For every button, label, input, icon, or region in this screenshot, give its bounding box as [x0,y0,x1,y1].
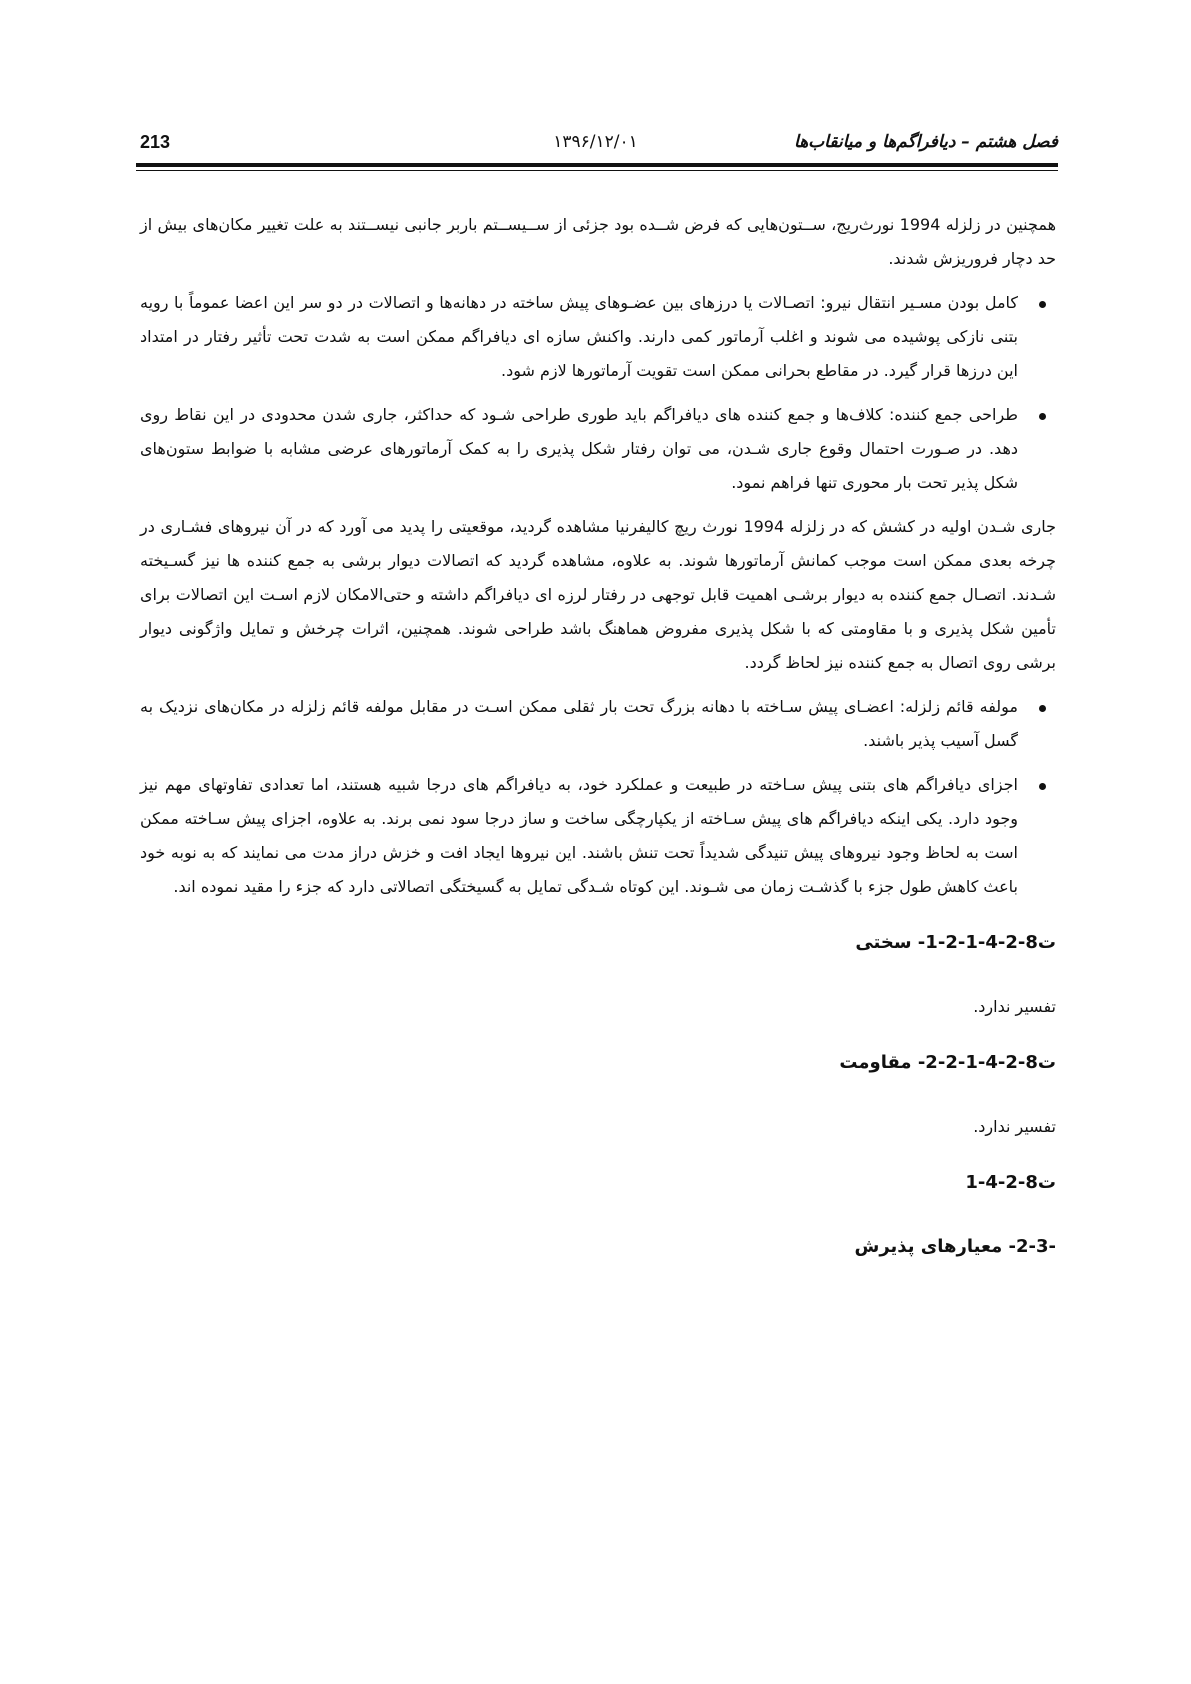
list-item [140,690,1056,758]
section-heading: ت8-2-4-1-2-1- سختی [855,932,1056,953]
bullet-dot-icon [1039,413,1046,420]
page-body [140,208,1056,1296]
list-item-text: مولفه قائم زلزله: اعضـای پیش سـاخته با دهانه بزرگ تحت بار ثقلی ممکن اسـت در مقابل مولفه قائم زلزله در مکان‌های نزدیک به گسل آسیب پذیر باشند. [140,697,1018,750]
page-number: 213 [140,132,171,152]
bullet-list [140,690,1056,904]
bullet-dot-icon [1039,705,1046,712]
section-text: تفسیر ندارد. [973,997,1056,1016]
header-rule-thick [136,163,1058,167]
bullet-dot-icon [1039,301,1046,308]
list-item-text: اجزای دیافراگم های بتنی پیش سـاخته در طبیعت و عملکرد خود، به دیافراگم های درجا شبیه هستند، اما تعدادی تفاوتهای مهم نیز وجود دارد. یکی اینکه دیافراگم های پیش سـاخته از یکپارچگی ساخت و ساز درجا سود نمی برند. به علاوه، اجزای پیش سـاخته ممکن است به لحاظ وجود نیروهای پیش تنیدگی شدیداً تحت تنش باشند. این نیروها ایجاد افت و خزش دراز مدت می نمایند که به نوبه خود باعث کاهش طول جزء با گذشـت زمان می شـوند. این کوتاه شـدگی تمایل به گسیختگی اتصالاتی دارد که جزء را مقید نموده اند. [140,775,1018,896]
list-item-text: کامل بودن مسـیر انتقال نیرو: اتصـالات یا درزهای بین عضـوهای پیش ساخته در دهانه‌ها و اتصالات در دو سر این اعضا عموماً با رویه بتنی نازکی پوشیده می شوند و اغلب آرماتور کمی دارند. واکنش سازه ای دیافراگم ممکن است به شدت تحت تأثیر رفتار در امتداد این درزها قرار گیرد. در مقاطع بحرانی ممکن است تقویت آرماتورها لازم شود. [140,293,1018,380]
list-item-text: طراحی جمع کننده: کلاف‌ها و جمع کننده های دیافراگم باید طوری طراحی شـود که حداکثر، جاری شدن محدودی در این نقاط روی دهد. در صـورت احتمال وقوع جاری شـدن، می توان رفتار شکل پذیری را به کمک آرماتورهای عرضی مشابه با ضوابط ستون‌های شکل پذیر تحت بار محوری تنها فراهم نمود. [140,405,1018,492]
header-date: ۱۳۹۶/۱۲/۰۱ [553,132,638,152]
section-heading: -2-3- معیارهای پذیرش [854,1236,1056,1257]
list-item [140,398,1056,500]
bullet-list [140,286,1056,500]
middle-paragraph: جاری شـدن اولیه در کشش که در زلزله 1994 نورث ریچ کالیفرنیا مشاهده گردید، موقعیتی را پدید می آورد که در آن نیروهای فشـاری در چرخه بعدی ممکن است موجب کمانش آرماتورها شوند. به علاوه، مشاهده گردید که اتصالات دیوار برشی به جمع کننده ها نیز گسـیخته شـدند. اتصـال جمع کننده به دیوار برشـی اهمیت قابل توجهی در رفتار لرزه ای دیافراگم داشته و حتی‌الامکان لازم اسـت این اتصالات برای تأمین شکل پذیری و با مقاومتی که با شکل پذیری مفروض هماهنگ باشد طراحی شوند. همچنین، اثرات چرخش و تمایل واژگونی دیوار برشی روی اتصال به جمع کننده نیز لحاظ گردد. [140,517,1056,672]
intro-paragraph: همچنین در زلزله 1994 نورث‌ریج، ســتون‌هایی که فرض شــده بود جزئی از ســیســتم باربر جانبی نیســتند به علت تغییر مکان‌های بیش از حد دچار فروریزش شدند. [140,215,1057,268]
bullet-dot-icon [1039,783,1046,790]
chapter-title: فصل هشتم – دیافراگم‌ها و میانقاب‌ها [794,132,1058,152]
section-heading: ت8-2-4-1-2-2- مقاومت [839,1052,1056,1073]
header-rule-thin [136,170,1058,171]
list-item [140,768,1056,904]
list-item [140,286,1056,388]
section-heading: ت8-2-4-1 [965,1172,1056,1193]
section-text: تفسیر ندارد. [973,1117,1056,1136]
